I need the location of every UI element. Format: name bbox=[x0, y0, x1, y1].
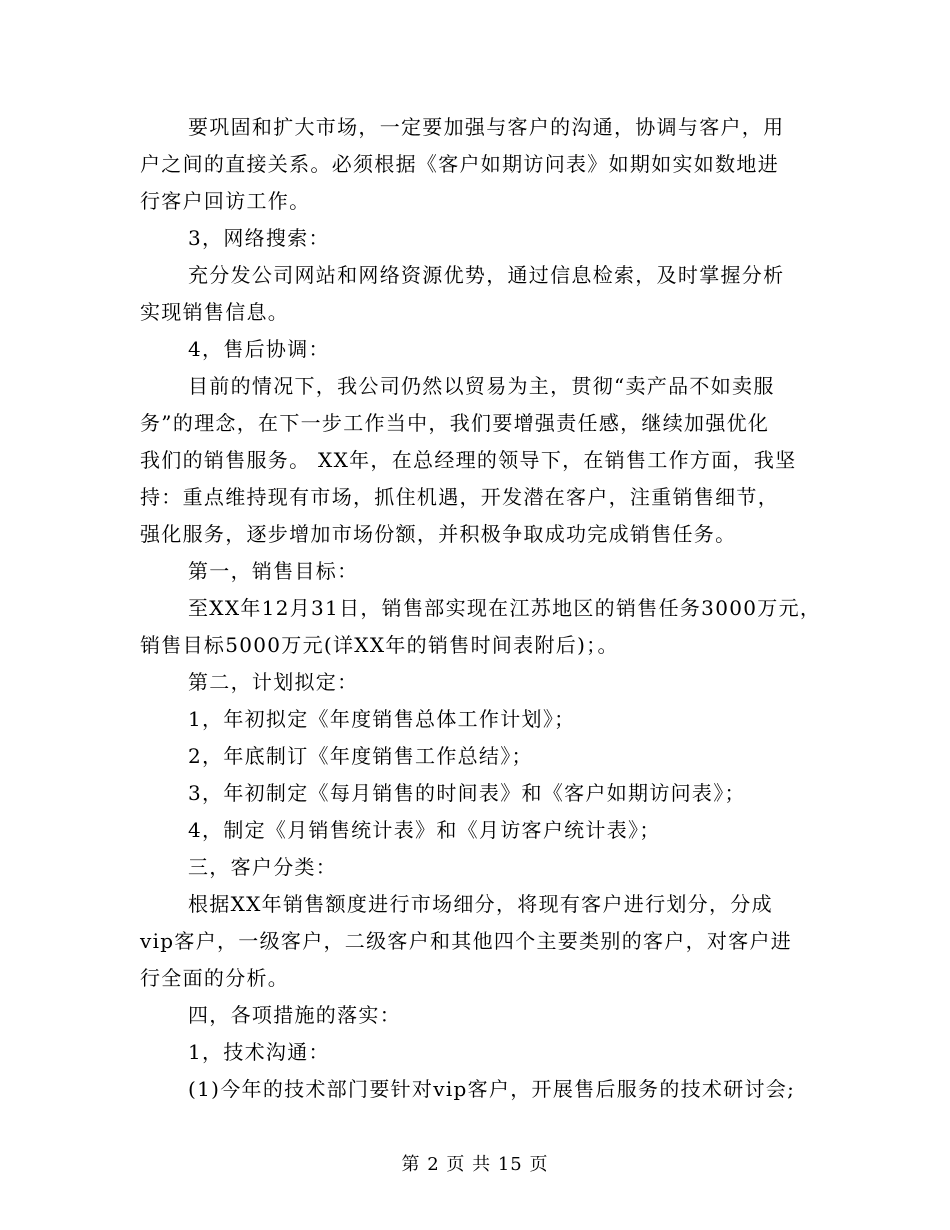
text-line: 行客户回访工作。 bbox=[140, 189, 311, 213]
text-line: 1，年初拟定《年度销售总体工作计划》； bbox=[188, 707, 576, 731]
text-line: 4，售后协调： bbox=[188, 337, 330, 361]
text-line: 1，技术沟通： bbox=[188, 1040, 330, 1064]
text-line: 目前的情况下，我公司仍然以贸易为主，贯彻“卖产品不如卖服 bbox=[188, 374, 775, 398]
text-line: 实现销售信息。 bbox=[140, 300, 290, 324]
text-line: 第二，计划拟定： bbox=[188, 670, 359, 694]
text-line: 四，各项措施的落实： bbox=[188, 1003, 401, 1027]
text-line: vip客户，一级客户，二级客户和其他四个主要类别的客户，对客户进 bbox=[140, 929, 793, 953]
text-line: 销售目标5000万元(详XX年的销售时间表附后)；。 bbox=[140, 633, 619, 657]
text-line: 至XX年12月31日，销售部实现在江苏地区的销售任务3000万元， bbox=[188, 596, 822, 620]
text-line: 4，制定《月销售统计表》和《月访客户统计表》； bbox=[188, 818, 661, 842]
text-line: 3，网络搜索： bbox=[188, 226, 330, 250]
text-line: 持：重点维持现有市场，抓住机遇，开发潜在客户，注重销售细节， bbox=[140, 485, 779, 509]
text-line: 充分发公司网站和网络资源优势，通过信息检索，及时掌握分析 bbox=[188, 263, 785, 287]
text-line: 三，客户分类： bbox=[188, 855, 338, 879]
text-line: 要巩固和扩大市场，一定要加强与客户的沟通，协调与客户，用 bbox=[188, 115, 785, 139]
text-line: 强化服务，逐步增加市场份额，并积极争取成功完成销售任务。 bbox=[140, 522, 737, 546]
document-body bbox=[140, 109, 840, 1108]
text-line: 务”的理念，在下一步工作当中，我们要增强责任感，继续加强优化 bbox=[140, 411, 770, 435]
text-line: 户之间的直接关系。必须根据《客户如期访问表》如期如实如数地进 bbox=[140, 152, 779, 176]
page-footer: 第 2 页 共 15 页 bbox=[401, 1154, 549, 1175]
text-line: 我们的销售服务。 XX年，在总经理的领导下，在销售工作方面，我坚 bbox=[140, 448, 797, 472]
text-line: (1)今年的技术部门要针对vip客户，开展售后服务的技术研讨会; bbox=[188, 1077, 796, 1101]
text-line: 2，年底制订《年度销售工作总结》； bbox=[188, 744, 533, 768]
text-line: 3，年初制定《每月销售的时间表》和《客户如期访问表》； bbox=[188, 781, 746, 805]
text-line: 根据XX年销售额度进行市场细分，将现有客户进行划分，分成 bbox=[188, 892, 773, 916]
text-line: 第一，销售目标： bbox=[188, 559, 359, 583]
text-line: 行全面的分析。 bbox=[140, 966, 290, 990]
